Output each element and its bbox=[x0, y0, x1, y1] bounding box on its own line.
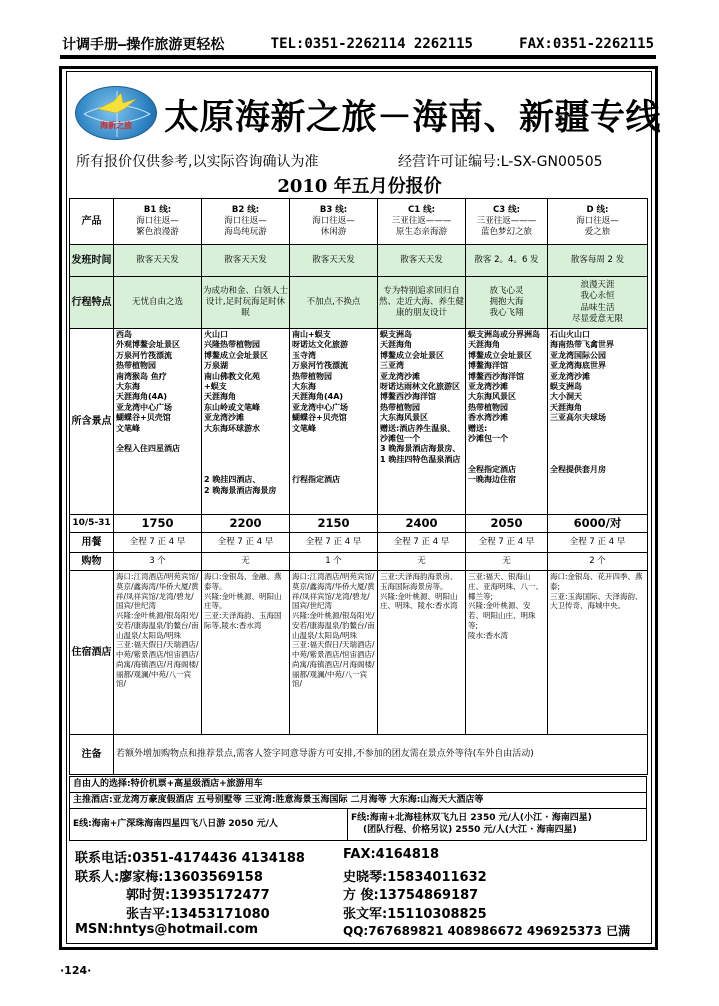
header-phone: TEL:0351-2262114 2262115 bbox=[270, 36, 473, 52]
spots-cell: 石山火山口 海南热带飞禽世界 亚龙湾国际公园 亚龙湾海底世界 亚龙湾沙滩 蜈支洲岛 大小洞天 天涯海角 三亚高尔夫球场 全程提供套月房 bbox=[548, 329, 648, 515]
line-f-cell bbox=[348, 809, 647, 841]
contact-person: 联系人:廖家梅:13603569158 bbox=[75, 870, 263, 885]
hotel-cell: 海口:江湾酒店/明苑宾馆/莫京/鑫海湾/华侨大厦/黄祥/凤祥宾馆/龙湾/碧龙/国宾/世纪湾 兴隆:金叶桃源/银岛阳光/安若/康海温泉/豹鳌台/南山温泉/太阳岛/明珠 三亚:福天假日/天瑞酒店/中苑/紫景酒店/恒宙酒店/尚寓/海镇酒店/月海阁楼/丽都/观澜/中苑/八一宾馆/ bbox=[290, 571, 378, 735]
contact-person: 郭时贺:13935172477 bbox=[126, 888, 270, 903]
departure-row bbox=[70, 245, 648, 277]
product-cell bbox=[290, 199, 378, 245]
price-cell: 2200 bbox=[202, 515, 290, 533]
contact-person: 张文军:15110308825 bbox=[343, 907, 487, 922]
feature-row bbox=[70, 277, 648, 329]
contact-person: 张吉平:13453171080 bbox=[126, 907, 270, 922]
page-number: ·124· bbox=[60, 964, 92, 977]
price-cell: 6000/对 bbox=[548, 515, 648, 533]
departure-cell: 散客每周 2 发 bbox=[548, 245, 648, 277]
license-number: 经营许可证编号:L-SX-GN00505 bbox=[398, 154, 603, 170]
route-name: 爱之旅 bbox=[584, 227, 611, 238]
contact-fax: FAX:4164818 bbox=[343, 847, 439, 862]
price-row bbox=[70, 515, 648, 533]
line-code: B1 线: bbox=[143, 204, 172, 215]
route: 海口往返— bbox=[136, 215, 179, 226]
feature-cell: 无忧自由之选 bbox=[114, 277, 202, 329]
header-slogan: 计调手册—操作旅游更轻松 bbox=[62, 37, 225, 53]
line-code: B3 线: bbox=[319, 204, 348, 215]
spots-cell: 南山+蜈支 呀诺达文化旅游 玉寺湾 万泉河竹筏漂流 热带植物园 大东海 天涯海角(4A) 亚龙湾中心广场 蝴蝶谷+贝壳馆 文笔峰 行程指定酒店 bbox=[290, 329, 378, 515]
shop-cell: 无 bbox=[466, 553, 548, 571]
price-subtitle: 2010 年五月份报价 bbox=[277, 176, 442, 197]
header-rule bbox=[60, 55, 656, 59]
departure-cell: 散客天天发 bbox=[290, 245, 378, 277]
shop-row bbox=[70, 553, 648, 571]
meal-label: 用餐 bbox=[70, 533, 114, 553]
note-text: 若额外增加购物点和推荐景点,需客人签字同意导游方可安排,不参加的团友需在景点外等待(车外自由活动) bbox=[114, 735, 648, 775]
route-name: 海岛纯玩游 bbox=[224, 227, 267, 238]
product-cell bbox=[114, 199, 202, 245]
hotel-cell: 三亚:福天、银海山庄、亚海明珠、八一、椰兰等; 兴隆:金叶桃源、安若、明阳山庄、明珠等; 陵水:香水湾 bbox=[466, 571, 548, 735]
hotel-cell: 三亚:天泽海韵海景房、玉海国际海景房等。 兴隆:金叶桃源、明阳山庄、明珠、陵水:香水湾 bbox=[378, 571, 466, 735]
spots-cell: 火山口 兴隆热带植物园 博鳌成立会址景区 万泉湖 南山佛教文化苑 +蜈支 天涯海角 东山岭或文笔峰 亚龙湾沙滩 大东海环球游水 2 晚挂四酒店、 2 晚海景酒店海景房 bbox=[202, 329, 290, 515]
feature-cell: 浪漫天涯 我心永恒 品味生活 尽显爱意无限 bbox=[548, 277, 648, 329]
hotel-cell: 海口:金银岛、金融、燕泰等。 兴隆:金叶桃源、明阳山庄等。 三亚:天泽海韵、玉海国际等,陵水:香水湾 bbox=[202, 571, 290, 735]
logo-text: 海新之旅 bbox=[100, 121, 132, 130]
product-cell bbox=[378, 199, 466, 245]
shop-cell: 1 个 bbox=[290, 553, 378, 571]
spots-cell: 蜈支洲岛或分界洲岛 天涯海角 博鳌成立会址景区 博鳌海洋馆 博鳌西沙海洋馆 亚龙湾沙滩 大东海风景区 热带植物园 香水湾沙滩 赠送: 沙滩包一个 全程指定酒店 一晚海边住宿 bbox=[466, 329, 548, 515]
company-logo bbox=[75, 86, 157, 140]
date-label: 10/5-31 bbox=[70, 515, 114, 533]
departure-cell: 散客天天发 bbox=[114, 245, 202, 277]
price-table bbox=[69, 198, 648, 775]
route: 海口往返— bbox=[224, 215, 267, 226]
feature-cell: 放飞心灵 拥抱大海 我心飞翔 bbox=[466, 277, 548, 329]
shop-cell: 无 bbox=[202, 553, 290, 571]
line-f-text: F线:海南+北海桂林双飞九日 2350 元/人(小江 · 海南四星) bbox=[351, 812, 592, 823]
feature-label: 行程特点 bbox=[70, 277, 114, 329]
meal-cell: 全程 7 正 4 早 bbox=[290, 533, 378, 553]
product-label: 产品 bbox=[70, 199, 114, 245]
shop-cell: 3 个 bbox=[114, 553, 202, 571]
meal-cell: 全程 7 正 4 早 bbox=[548, 533, 648, 553]
departure-label: 发班时间 bbox=[70, 245, 114, 277]
note-label: 注备 bbox=[70, 735, 114, 775]
route-name: 原生态亲海游 bbox=[395, 227, 447, 238]
hotel-cell: 海口:江湾酒店/明苑宾馆/莫京/鑫海湾/华侨大厦/黄祥/凤祥宾馆/龙湾/碧龙/国宾/世纪湾 兴隆:金叶桃源/银岛阳光/安若/康海温泉/豹鳌台/南山温泉/太阳岛/明珠 三亚:福天假日/天瑞酒店/中苑/紫景酒店/恒宙酒店/尚寓/海镇酒店/月海阁楼/丽都/观澜/中苑/八一宾馆/ bbox=[114, 571, 202, 735]
price-cell: 2400 bbox=[378, 515, 466, 533]
contact-person: 方 俊:13754869187 bbox=[343, 888, 479, 903]
feature-cell: 不加点,不换点 bbox=[290, 277, 378, 329]
line-code: D 线: bbox=[586, 204, 609, 215]
feature-cell: 为成功和金、白领人士设计,足时玩海足时休眠 bbox=[202, 277, 290, 329]
hotel-cell: 海口:金银岛、花开四季、燕泰; 三亚:玉海国际、天泽海韵、大卫传奇、海城中央。 bbox=[548, 571, 648, 735]
departure-cell: 散客天天发 bbox=[378, 245, 466, 277]
meal-cell: 全程 7 正 4 早 bbox=[114, 533, 202, 553]
shop-label: 购物 bbox=[70, 553, 114, 571]
route: 三亚往返——— bbox=[476, 215, 537, 226]
price-disclaimer: 所有报价仅供参考,以实际咨询确认为准 bbox=[76, 154, 319, 170]
contact-msn: MSN:hntys@hotmail.com bbox=[75, 922, 259, 937]
header-bar bbox=[62, 33, 654, 55]
meal-cell: 全程 7 正 4 早 bbox=[466, 533, 548, 553]
meal-cell: 全程 7 正 4 早 bbox=[378, 533, 466, 553]
line-code: C3 线: bbox=[492, 204, 520, 215]
feature-cell: 专为特别追求回归自然、走近大海、养生健康的朋友设计 bbox=[378, 277, 466, 329]
meal-row bbox=[70, 533, 648, 553]
price-cell: 1750 bbox=[114, 515, 202, 533]
route-name: 蓝色梦幻之旅 bbox=[480, 227, 532, 238]
departure-cell: 散客天天发 bbox=[202, 245, 290, 277]
route: 海口往返— bbox=[312, 215, 355, 226]
header-fax: FAX:0351-2262115 bbox=[519, 36, 654, 52]
hotel-label: 住宿酒店 bbox=[70, 571, 114, 735]
note-row bbox=[70, 735, 648, 775]
shop-cell: 无 bbox=[378, 553, 466, 571]
route-name: 休闲游 bbox=[320, 227, 347, 238]
line-f-text-2: (团队行程、价格另议) 2550 元/人(大江 · 海南四星) bbox=[363, 824, 577, 835]
hotel-row bbox=[70, 571, 648, 735]
recommend-text: 主推酒店:亚龙湾万豪度假酒店 五号别墅等 三亚湾:胜意海景玉海国际 二月海等 大东海:山海天大酒店等 bbox=[70, 793, 647, 809]
self-service-text: 自由人的选择:特价机票+高星级酒店+旅游用车 bbox=[70, 777, 647, 793]
route-name: 繁色浪漫游 bbox=[136, 227, 179, 238]
line-code: C1 线: bbox=[407, 204, 435, 215]
price-cell: 2050 bbox=[466, 515, 548, 533]
product-cell bbox=[202, 199, 290, 245]
route: 海口往返— bbox=[576, 215, 619, 226]
product-cell bbox=[466, 199, 548, 245]
shop-cell: 2 个 bbox=[548, 553, 648, 571]
contact-qq: QQ:767689821 408986672 496925373 已满 bbox=[343, 924, 631, 938]
product-cell bbox=[548, 199, 648, 245]
globe-bird-icon bbox=[76, 87, 158, 141]
route: 三亚往返——— bbox=[391, 215, 452, 226]
spots-cell: 西岛 外观博鳌会址景区 万泉河竹筏漂流 热带植物园 南湾猴岛 鱼疗 大东海 天涯海角(4A) 亚龙湾中心广场 蝴蝶谷+贝壳馆 文笔峰 全程入住四星酒店 bbox=[114, 329, 202, 515]
departure-cell: 散客 2。4。6 发 bbox=[466, 245, 548, 277]
product-row bbox=[70, 199, 648, 245]
extra-table bbox=[69, 776, 647, 841]
spots-row bbox=[70, 329, 648, 515]
page-title: 太原海新之旅－海南、新疆专线 bbox=[164, 98, 662, 138]
meal-cell: 全程 7 正 4 早 bbox=[202, 533, 290, 553]
line-e-text: E线:海南+广深珠海南四星四飞八日游 2050 元/人 bbox=[70, 809, 348, 841]
spots-label: 所含景点 bbox=[70, 329, 114, 515]
spots-cell: 蜈支洲岛 天涯海角 博鳌成立会址景区 三亚湾 亚龙湾沙滩 呀诺达雨林文化旅游区 博鳌西沙海洋馆 热带植物园 大东海风景区 赠送:酒店养生温泉、 沙滩包一个 3 晚海景酒店海景房、1 晚挂四特色温泉酒店 bbox=[378, 329, 466, 515]
contact-tel: 联系电话:0351-4174436 4134188 bbox=[75, 851, 305, 866]
line-code: B2 线: bbox=[231, 204, 260, 215]
price-cell: 2150 bbox=[290, 515, 378, 533]
contact-person: 史晓琴:15834011632 bbox=[343, 870, 487, 885]
